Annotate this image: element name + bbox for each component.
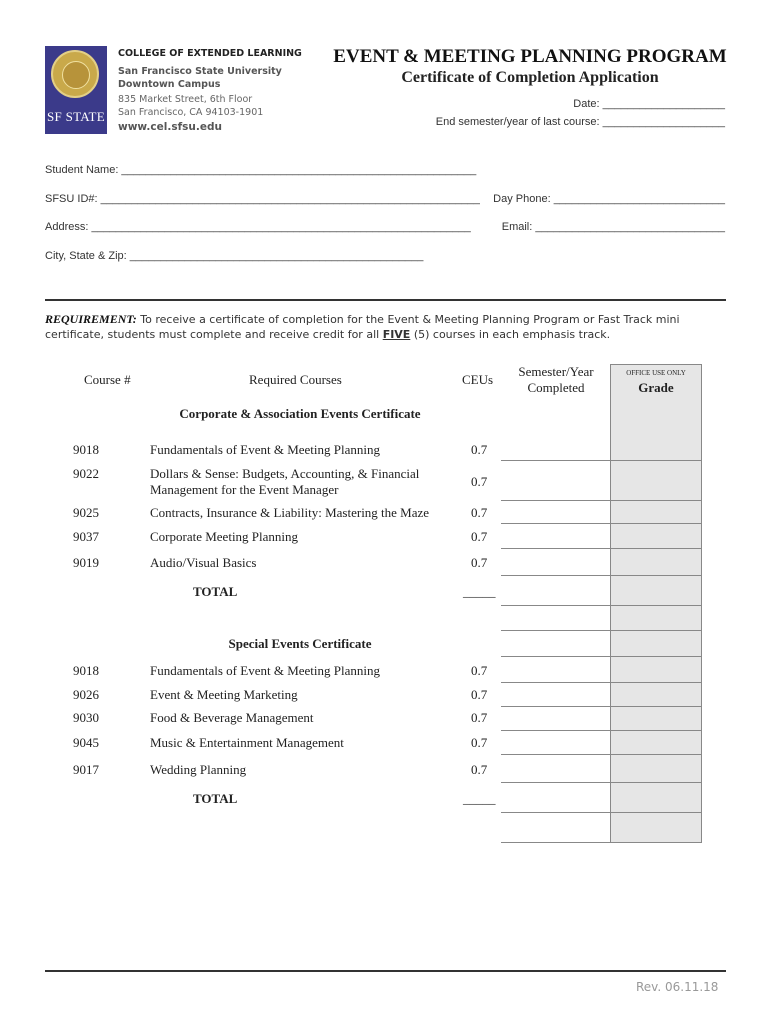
college-name: COLLEGE OF EXTENDED LEARNING [118,48,302,59]
course-ceu: 0.7 [471,505,488,520]
revision-label: Rev. 06.11.18 [636,980,719,994]
course-ceu: 0.7 [471,474,488,489]
course-num: 9017 [73,762,99,777]
semester-completed-line[interactable] [501,706,610,707]
course-name: Dollars & Sense: Budgets, Accounting, & Financial Management for the Event Manager [150,466,420,497]
semester-completed-line[interactable] [501,575,610,576]
course-name: Food & Beverage Management [150,710,314,725]
semester-completed-line[interactable] [501,754,610,755]
top-divider [45,299,726,301]
header-required-courses: Required Courses [249,372,342,387]
university-name: San Francisco State University [118,66,282,77]
header-ceus: CEUs [462,372,494,387]
course-ceu: 0.7 [471,663,488,678]
course-num: 9037 [73,529,99,544]
course-name: Wedding Planning [150,762,247,777]
page-subtitle: Certificate of Completion Application [401,69,659,86]
course-name: Contracts, Insurance & Liability: Mastering the Maze [150,505,430,520]
bottom-divider [45,970,726,972]
course-ceu: 0.7 [471,442,488,457]
total-blank[interactable]: _____ [463,791,496,806]
section-title-special-events: Special Events Certificate [228,636,372,651]
course-num: 9018 [73,663,99,678]
grade-cell-line [610,754,702,755]
logo-text: SF STATE [46,109,106,124]
city-state-zip-field[interactable]: City, State & Zip: ________________________________________________ [45,250,424,262]
header-semester-completed [500,364,612,396]
header-course-num: Course # [84,372,131,387]
grade-cell-line [610,656,702,657]
address-line-1: 835 Market Street, 6th Floor [118,94,253,105]
course-ceu: 0.7 [471,710,488,725]
requirement-text [45,312,725,342]
end-semester-field[interactable]: End semester/year of last course: ____________________ [435,116,725,128]
semester-completed-line[interactable] [501,500,610,501]
day-phone-field[interactable]: Day Phone: ____________________________ [493,193,725,205]
grade-cell-line [610,575,702,576]
grade-cell-line [610,523,702,524]
section-title-corporate: Corporate & Association Events Certificate [179,406,421,421]
semester-completed-line[interactable] [501,656,610,657]
website-link[interactable]: www.cel.sfsu.edu [118,121,222,133]
semester-completed-line[interactable] [501,460,610,461]
course-num: 9022 [73,466,99,481]
grade-column [610,364,702,843]
grade-cell-line [610,706,702,707]
total-blank[interactable]: _____ [463,584,496,599]
semester-completed-line[interactable] [501,682,610,683]
course-ceu: 0.7 [471,762,488,777]
course-name: Audio/Visual Basics [150,555,257,570]
grade-cell-line [610,605,702,606]
university-seal-icon [51,50,99,98]
course-num: 9045 [73,735,99,750]
total-label: TOTAL [193,791,238,806]
course-name: Fundamentals of Event & Meeting Planning [150,442,380,457]
course-num: 9026 [73,687,99,702]
email-field[interactable]: Email: _______________________________ [501,221,725,233]
page-title: EVENT & MEETING PLANNING PROGRAM [333,46,727,67]
requirement-body: To receive a certificate of completion for the Event & Meeting Planning Program or Fast Track mini certificate, students must complete and receive credit for all [45,313,680,341]
semester-completed-line[interactable] [501,782,610,783]
grade-cell-line [610,548,702,549]
office-use-label: OFFICE USE ONLY [626,369,686,377]
course-ceu: 0.7 [471,555,488,570]
campus-name: Downtown Campus [118,79,221,90]
course-num: 9025 [73,505,99,520]
student-name-field[interactable]: Student Name: __________________________________________________________ [45,164,477,176]
header-semester-line2: Completed [527,380,585,395]
semester-completed-line[interactable] [501,812,610,813]
grade-cell-line [610,812,702,813]
header-semester-line1: Semester/Year [518,364,594,379]
course-num: 9030 [73,710,99,725]
address-line-2: San Francisco, CA 94103-1901 [118,107,264,118]
semester-completed-line[interactable] [501,730,610,731]
course-num: 9018 [73,442,99,457]
semester-completed-line[interactable] [501,630,610,631]
course-ceu: 0.7 [471,529,488,544]
course-ceu: 0.7 [471,687,488,702]
sf-state-logo [45,46,107,134]
course-ceu: 0.7 [471,735,488,750]
grade-cell-line [610,460,702,461]
header-grade: Grade [638,380,674,395]
grade-cell-line [610,782,702,783]
grade-cell-line [610,630,702,631]
course-name: Fundamentals of Event & Meeting Planning [150,663,380,678]
course-name: Corporate Meeting Planning [150,529,299,544]
requirement-label: REQUIREMENT: [45,312,137,326]
date-field[interactable]: Date: ____________________ [573,98,725,110]
total-label: TOTAL [193,584,238,599]
grade-cell-line [610,500,702,501]
requirement-tail: (5) courses in each emphasis track. [410,328,611,341]
grade-cell-line [610,682,702,683]
requirement-five: FIVE [382,328,411,341]
semester-completed-line[interactable] [501,605,610,606]
course-num: 9019 [73,555,99,570]
sfsu-id-field[interactable]: SFSU ID#: ______________________________________________________________ [45,193,480,205]
semester-completed-line[interactable] [501,523,610,524]
course-name: Event & Meeting Marketing [150,687,298,702]
semester-completed-line[interactable] [501,548,610,549]
grade-cell-line [610,730,702,731]
semester-completed-line[interactable] [501,842,610,843]
course-name: Music & Entertainment Management [150,735,344,750]
grade-cell-line [610,842,702,843]
address-field[interactable]: Address: ______________________________________________________________ [45,221,471,233]
